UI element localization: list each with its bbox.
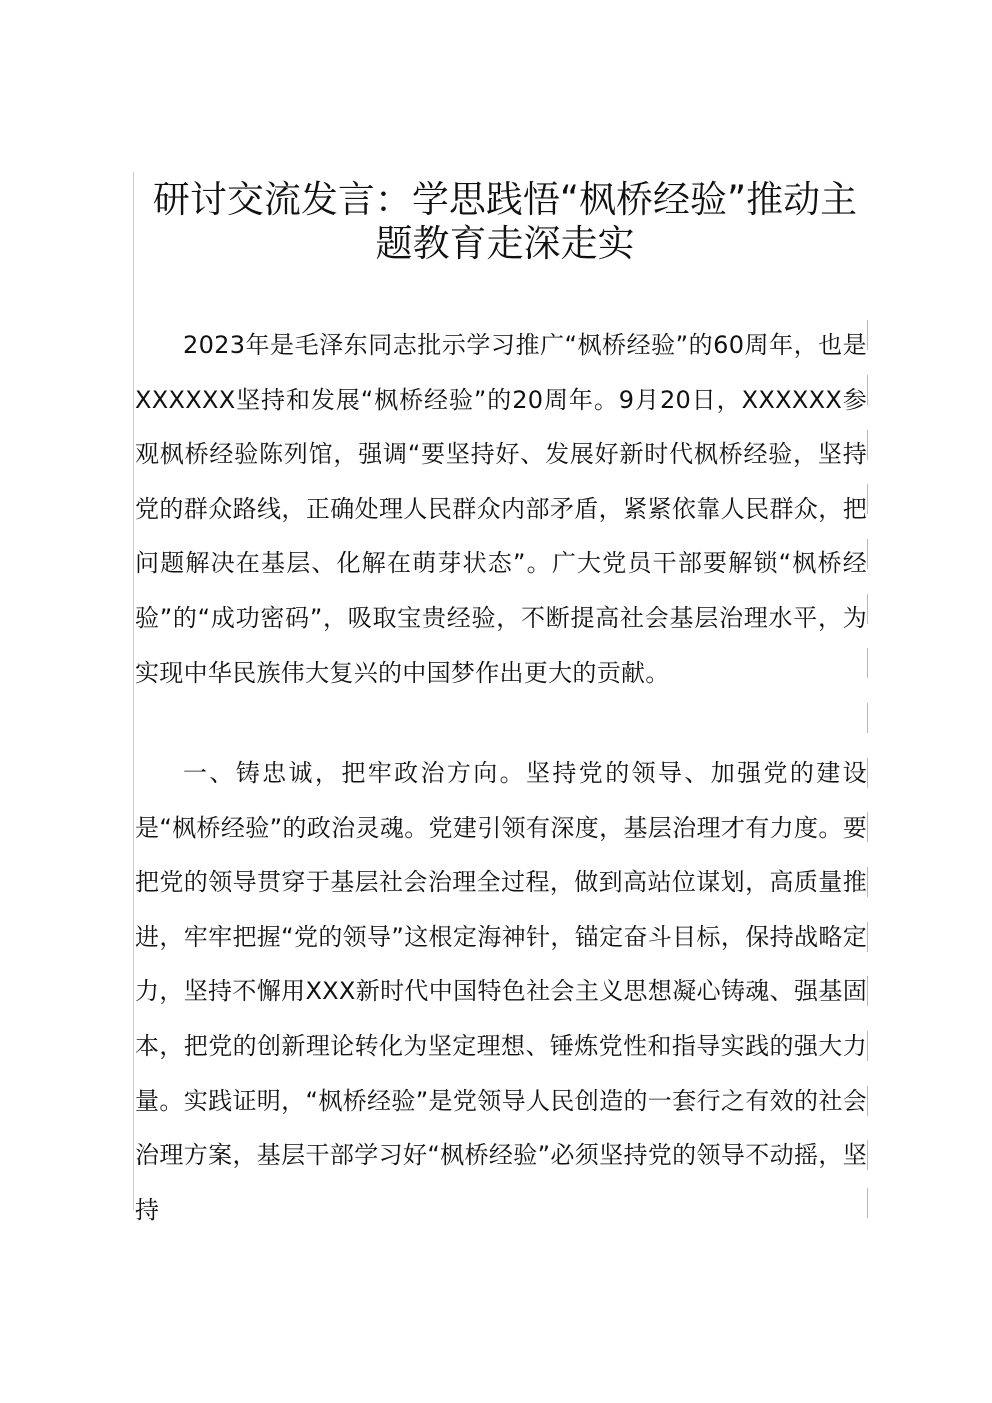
paragraph-section-one: 一、铸忠诚，把牢政治方向。坚持党的领导、加强党的建设是“枫桥经验”的政治灵魂。党建引领有深度，基层治理才有力度。要把党的领导贯穿于基层社会治理全过程，做到高站位谋划，高质量推进，牢牢把握“党的领导”这根定海神针，锚定奋斗目标，保持战略定力，坚持不懈用XXX新时代中国特色社会主义思想凝心铸魂、强基固本，把党的创新理论转化为坚定理想、锤炼党性和指导实践的强大力量。实践证明，“枫桥经验”是党领导人民创造的一套行之有效的社会治理方案，基层干部学习好“枫桥经验”必须坚持党的领导不动摇，坚持: [135, 759, 867, 1224]
margin-markers: [867, 320, 897, 1220]
paragraph-intro: 2023年是毛泽东同志批示学习推广“枫桥经验”的60周年，也是XXXXXX坚持和发展“枫桥经验”的20周年。9月20日，XXXXXX参观枫桥经验陈列馆，强调“要坚持好、发展好新时代枫桥经验，坚持党的群众路线，正确处理人民群众内部矛盾，紧紧依靠人民群众，把问题解决在基层、化解在萌芽状态”。广大党员干部要解锁“枫桥经验”的“成功密码”，吸取宝贵经验，不断提高社会基层治理水平，为实现中华民族伟大复兴的中国梦作出更大的贡献。: [135, 331, 867, 687]
document-title: 研讨交流发言：学思践悟“枫桥经验”推动主题教育走深走实: [152, 178, 858, 265]
page-margin-line: [133, 172, 134, 1210]
